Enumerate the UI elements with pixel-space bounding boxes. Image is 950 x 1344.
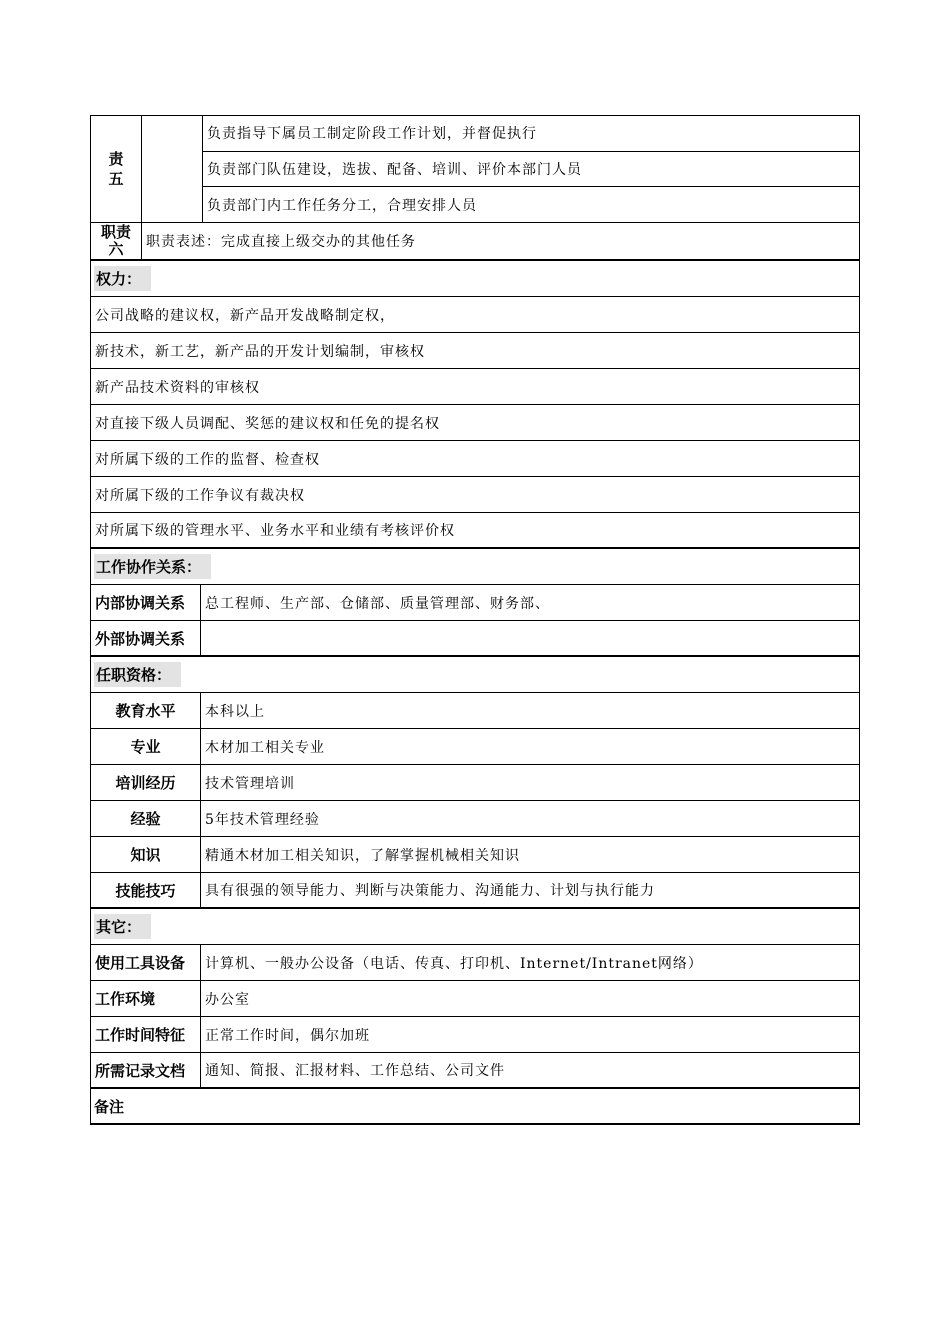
qualification-row xyxy=(90,837,860,873)
other-value: 正常工作时间，偶尔加班 xyxy=(205,1027,370,1044)
power-item-row xyxy=(90,333,860,369)
qualification-row xyxy=(90,801,860,837)
duty-five-label xyxy=(91,116,142,222)
duty-six-row xyxy=(90,223,860,261)
duty-six-label-line2: 六 xyxy=(108,240,124,258)
relation-label: 内部协调关系 xyxy=(91,585,201,620)
other-row xyxy=(90,981,860,1017)
qualification-value: 本科以上 xyxy=(205,703,265,720)
duty-six-label-line1: 职责 xyxy=(100,223,131,241)
qualification-row xyxy=(90,729,860,765)
qualifications-header-row xyxy=(90,657,860,693)
qualification-label: 知识 xyxy=(91,837,201,872)
duty-five-spacer xyxy=(142,116,203,222)
other-label: 所需记录文档 xyxy=(91,1053,201,1087)
qualification-label: 专业 xyxy=(91,729,201,764)
qualification-label: 经验 xyxy=(91,801,201,836)
relation-value: 总工程师、生产部、仓储部、质量管理部、财务部、 xyxy=(205,595,550,612)
power-item-row xyxy=(90,369,860,405)
duty-five-label-line1: 责 xyxy=(108,150,124,168)
qualification-value: 精通木材加工相关知识，了解掌握机械相关知识 xyxy=(205,847,520,864)
duty-five-block xyxy=(90,115,860,223)
duty-six-label xyxy=(91,223,142,259)
qualification-label: 教育水平 xyxy=(91,693,201,728)
power-item: 公司战略的建议权，新产品开发战略制定权， xyxy=(95,307,395,324)
power-item: 对所属下级的工作的监督、检查权 xyxy=(95,451,320,468)
other-label: 工作环境 xyxy=(91,981,201,1016)
other-row xyxy=(90,1017,860,1053)
relations-header-row xyxy=(90,549,860,585)
power-item-row xyxy=(90,405,860,441)
duty-six-text: 职责表述：完成直接上级交办的其他任务 xyxy=(146,234,416,250)
power-item: 对所属下级的管理水平、业务水平和业绩有考核评价权 xyxy=(95,523,455,539)
relations-title: 工作协作关系： xyxy=(91,549,211,584)
other-label: 使用工具设备 xyxy=(91,945,201,980)
qualification-value: 木材加工相关专业 xyxy=(205,739,325,756)
other-value: 通知、简报、汇报材料、工作总结、公司文件 xyxy=(205,1063,505,1079)
qualifications-title: 任职资格： xyxy=(91,657,181,692)
remarks-title: 备注 xyxy=(94,1097,125,1116)
other-label: 工作时间特征 xyxy=(91,1017,201,1052)
duty-five-item: 负责指导下属员工制定阶段工作计划，并督促执行 xyxy=(203,116,859,152)
power-item: 对所属下级的工作争议有裁决权 xyxy=(95,487,305,504)
powers-header-row xyxy=(90,261,860,297)
power-item: 新技术，新工艺，新产品的开发计划编制，审核权 xyxy=(95,343,425,360)
relation-value xyxy=(201,621,859,655)
powers-title: 权力： xyxy=(91,261,151,296)
power-item-row xyxy=(90,297,860,333)
job-description-table xyxy=(90,115,860,1125)
other-value: 办公室 xyxy=(205,991,250,1008)
duty-five-items xyxy=(203,116,859,222)
power-item-row xyxy=(90,513,860,549)
qualification-value: 技术管理培训 xyxy=(205,775,295,792)
relation-label: 外部协调关系 xyxy=(91,621,201,655)
power-item: 新产品技术资料的审核权 xyxy=(95,379,260,396)
relation-row xyxy=(90,585,860,621)
others-header-row xyxy=(90,909,860,945)
remarks-row xyxy=(90,1089,860,1125)
qualification-row xyxy=(90,873,860,909)
duty-five-item: 负责部门内工作任务分工，合理安排人员 xyxy=(207,197,477,214)
other-row xyxy=(90,1053,860,1089)
qualification-label: 培训经历 xyxy=(91,765,201,800)
qualification-row xyxy=(90,765,860,801)
qualification-value: 具有很强的领导能力、判断与决策能力、沟通能力、计划与执行能力 xyxy=(205,883,655,899)
relation-row xyxy=(90,621,860,657)
power-item-row xyxy=(90,441,860,477)
qualification-value: 5年技术管理经验 xyxy=(205,811,320,828)
power-item: 对直接下级人员调配、奖惩的建议权和任免的提名权 xyxy=(95,415,440,432)
other-row xyxy=(90,945,860,981)
qualification-label: 技能技巧 xyxy=(91,873,201,907)
power-item-row xyxy=(90,477,860,513)
duty-five-label-line2: 五 xyxy=(108,170,124,188)
qualification-row xyxy=(90,693,860,729)
other-value: 计算机、一般办公设备（电话、传真、打印机、Internet/Intranet网络） xyxy=(205,955,703,972)
duty-five-item: 负责部门队伍建设，选拔、配备、培训、评价本部门人员 xyxy=(203,152,859,188)
others-title: 其它： xyxy=(91,909,151,944)
